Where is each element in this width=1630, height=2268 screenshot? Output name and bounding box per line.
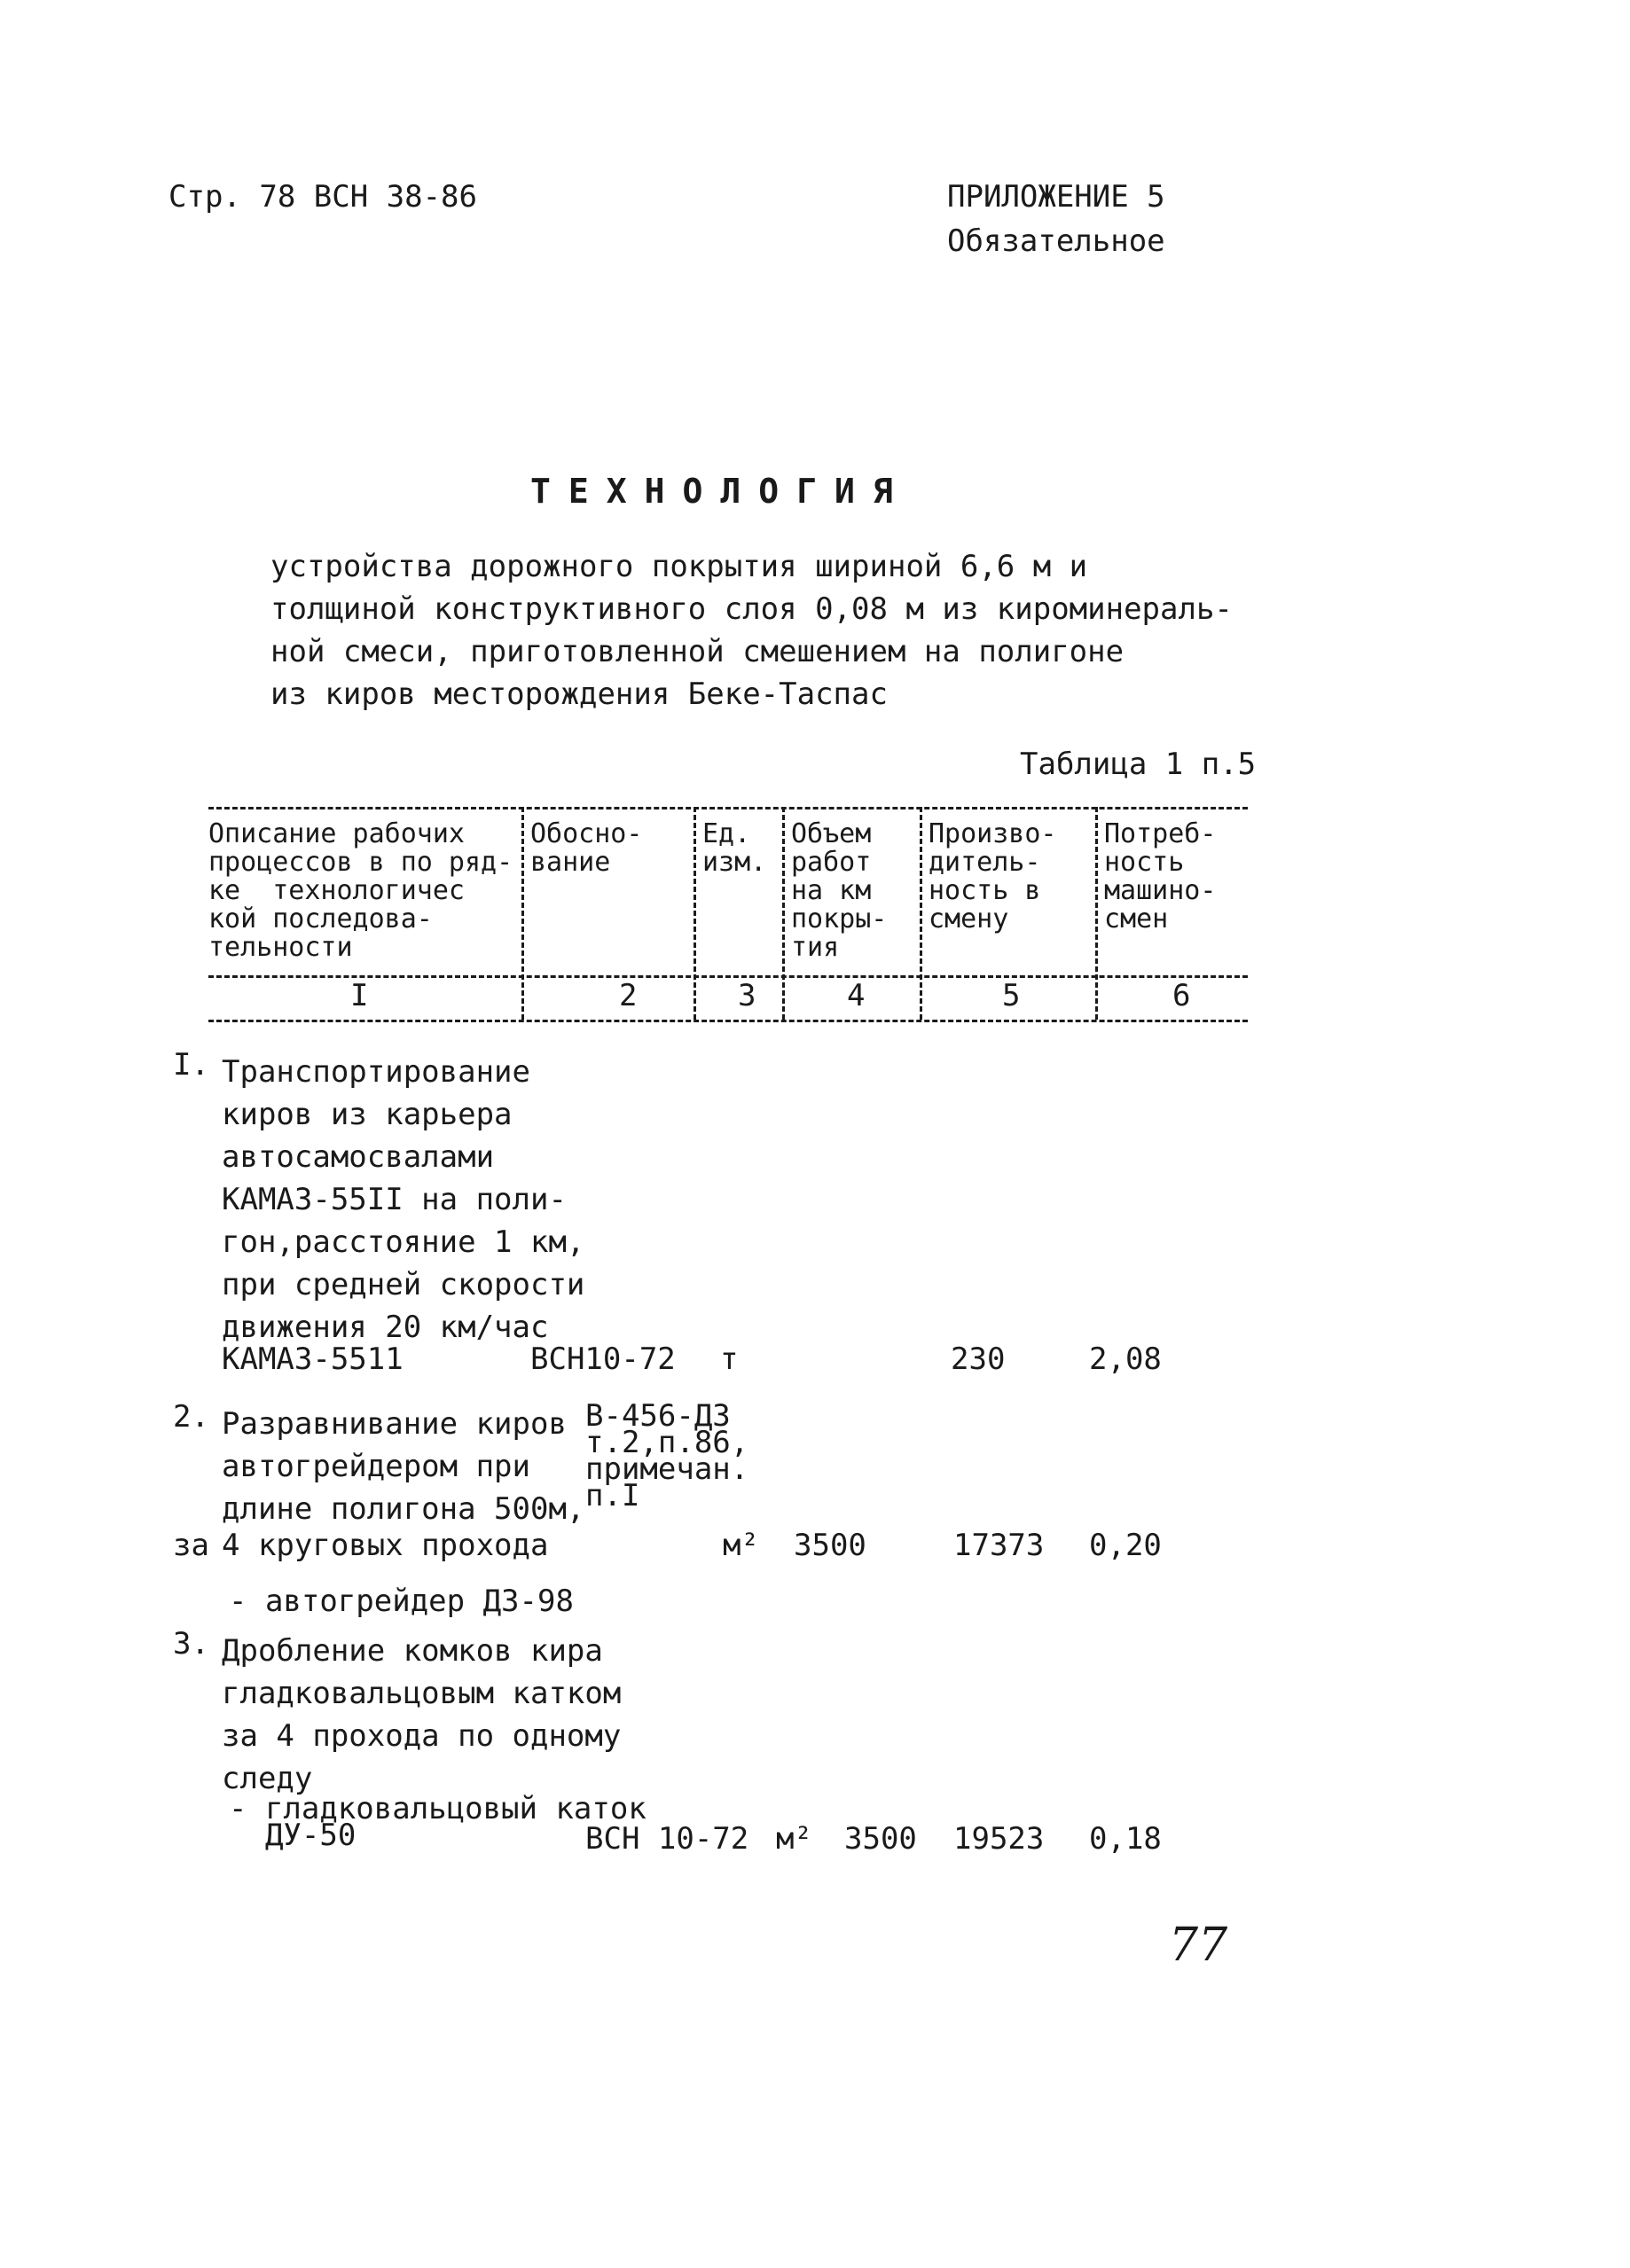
row-2-description-last: 4 круговых прохода bbox=[222, 1528, 549, 1563]
col-number-2: 2 bbox=[619, 978, 638, 1013]
row-1-unit: т bbox=[720, 1341, 739, 1377]
appendix-label: ПРИЛОЖЕНИЕ 5 bbox=[947, 179, 1165, 215]
row-3-machine: - гладковальцовый каток ДУ-50 bbox=[229, 1791, 647, 1853]
header-machine-shifts: Потреб- ность машино- смен bbox=[1104, 818, 1217, 935]
subtitle-line-3: ной смеси, приготовленной смешением на полигоне bbox=[270, 634, 1125, 669]
table-number-rule bbox=[208, 1020, 1248, 1022]
row-3-volume: 3500 bbox=[844, 1821, 917, 1857]
col-separator-5 bbox=[1095, 807, 1098, 1020]
row-1-machine: КАМАЗ-5511 bbox=[222, 1341, 404, 1377]
col-separator-3 bbox=[782, 807, 785, 1020]
subtitle-line-4: из киров месторождения Беке-Таспас bbox=[270, 676, 888, 712]
row-2-machine-shifts: 0,20 bbox=[1089, 1528, 1162, 1563]
col-separator-2 bbox=[694, 807, 696, 1020]
row-3-unit: м² bbox=[776, 1821, 812, 1857]
header-productivity: Произво- дитель- ность в смену bbox=[929, 818, 1057, 935]
table-caption: Таблица 1 п.5 bbox=[1020, 747, 1257, 782]
appendix-status: Обязательное bbox=[947, 223, 1165, 259]
document-title: ТЕХНОЛОГИЯ bbox=[530, 472, 911, 511]
row-2-machine: - автогрейдер ДЗ-98 bbox=[229, 1584, 574, 1619]
header-unit: Ед. изм. bbox=[702, 818, 767, 878]
row-3-productivity: 19523 bbox=[953, 1821, 1045, 1857]
table-top-rule bbox=[208, 807, 1248, 809]
header-description: Описание рабочих процессов в по ряд- ке технологичес кой последова- тельности bbox=[208, 818, 513, 963]
subtitle-line-2: толщиной конструктивного слоя 0,08 м из кироминераль- bbox=[270, 591, 1233, 627]
col-number-3: 3 bbox=[738, 978, 756, 1013]
col-number-4: 4 bbox=[847, 978, 866, 1013]
col-number-5: 5 bbox=[1002, 978, 1021, 1013]
row-2-unit: м² bbox=[723, 1528, 759, 1563]
col-separator-4 bbox=[920, 807, 922, 1020]
row-2-productivity: 17373 bbox=[953, 1528, 1045, 1563]
row-1-number: I. bbox=[173, 1047, 209, 1083]
row-2-volume: 3500 bbox=[794, 1528, 866, 1563]
row-3-number: 3. bbox=[173, 1626, 209, 1662]
row-3-machine-shifts: 0,18 bbox=[1089, 1821, 1162, 1857]
row-1-description: Транспортирование киров из карьера автосамосвалами КАМАЗ-55II на поли- гон,расстояние 1 км, при средней скорости движения 20 км/час bbox=[222, 1054, 585, 1345]
header-basis: Обосно- вание bbox=[530, 818, 643, 878]
subtitle-line-1: устройства дорожного покрытия шириной 6,6 м и bbox=[270, 549, 1088, 584]
row-1-productivity: 230 bbox=[951, 1341, 1006, 1377]
row-3-basis: ВСН 10-72 bbox=[585, 1821, 749, 1857]
page-reference: Стр. 78 ВСН 38-86 bbox=[168, 179, 477, 215]
row-2-description: Разравнивание киров автогрейдером при длине полигона 500м, bbox=[222, 1406, 585, 1527]
row-2-number: 2. bbox=[173, 1399, 209, 1435]
handwritten-page-number: 77 bbox=[1169, 1919, 1228, 1972]
row-1-machine-shifts: 2,08 bbox=[1089, 1341, 1162, 1377]
row-2-prefix: за bbox=[173, 1528, 209, 1563]
col-separator-1 bbox=[521, 807, 524, 1020]
col-number-1: I bbox=[350, 978, 369, 1013]
header-volume: Объем работ на км покры- тия bbox=[791, 818, 888, 963]
row-1-basis: ВСН10-72 bbox=[530, 1341, 676, 1377]
col-number-6: 6 bbox=[1172, 978, 1191, 1013]
row-3-description: Дробление комков кира гладковальцовым катком за 4 прохода по одному следу bbox=[222, 1633, 622, 1796]
row-2-basis: В-456-ДЗ т.2,п.86, примечан. п.I bbox=[585, 1398, 749, 1513]
